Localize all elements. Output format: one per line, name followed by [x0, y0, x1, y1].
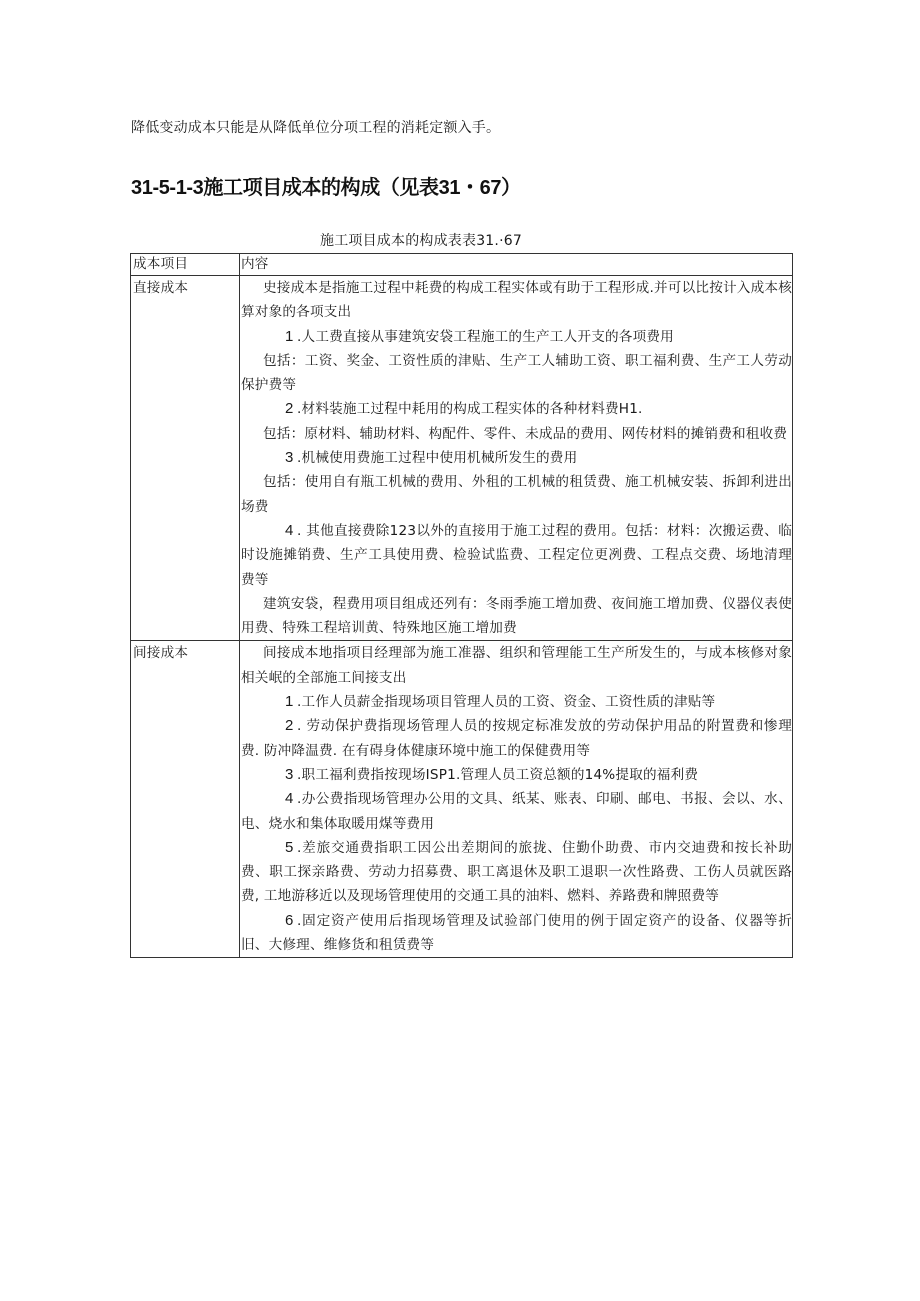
paragraph-text: 包括：使用自有瓶工机械的费用、外租的工机械的租赁费、施工机械安装、拆卸利进出场费: [241, 474, 792, 515]
content-paragraph: [241, 714, 792, 763]
item-number: 6: [285, 911, 294, 929]
paragraph-text: 包括：原材料、辅助材料、构配件、零件、未成品的费用、网传材料的摊销费和租收费: [263, 425, 788, 442]
paragraph-text: . 其他直接费除123以外的直接用于施工过程的费用。包括：材料：次搬运费、临时设施摊销费、生产工具使用费、检验试监费、工程定位更冽费、工程点交费、场地清理费等: [241, 522, 792, 588]
content-paragraph: [241, 519, 792, 592]
paragraph-text: 包括：工资、奖金、工资性质的津贴、生产工人辅助工资、职工福利费、生产工人劳动保护费等: [241, 352, 792, 394]
item-number: 2: [285, 717, 294, 735]
table-row-indirect-cost: [131, 641, 793, 958]
table-caption-line: [131, 231, 631, 251]
content-paragraph: [241, 690, 792, 714]
item-number: 1: [285, 693, 294, 711]
paragraph-text: 建筑安袋，程费用项目组成还列有：冬雨季施工增加费、夜间施工增加费、仪器仪表使用费、特殊工程培训黄、特殊地区施工增加费: [241, 595, 792, 637]
table-header-row: [131, 254, 793, 276]
content-paragraph: [241, 787, 792, 836]
paragraph-text: .职工福利费指按现场ISP1.管理人员工资总额的14%提取的福利费: [297, 766, 699, 783]
row-label-direct-cost: 直接成本: [131, 276, 240, 641]
table-caption: 施工项目成本的构成表表31.·67: [320, 233, 522, 249]
item-number: 4: [285, 790, 294, 808]
row-content-indirect-cost: [240, 641, 793, 958]
content-paragraph: [241, 641, 792, 690]
content-paragraph: [241, 397, 792, 421]
row-content-direct-cost: [240, 276, 793, 641]
paragraph-text: .固定资产使用后指现场管理及试验部门使用的例于固定资产的设备、仪器等折旧、大修理、维修货和租赁费等: [241, 912, 792, 954]
section-heading: 31-5-1-3施工项目成本的构成（见表31・67）: [131, 177, 521, 199]
item-number: 5: [285, 838, 294, 856]
item-number: 3: [285, 449, 294, 467]
row-label-indirect-cost: 间接成本: [131, 641, 240, 958]
paragraph-text: .办公费指现场管理办公用的文具、纸某、账表、印刷、邮电、书报、会以、水、电、烧水和集体取暖用煤等费用: [241, 791, 792, 832]
content-paragraph: [241, 592, 792, 641]
item-number: 3: [285, 765, 294, 783]
paragraph-text: 间接成本地指项目经理部为施工准器、组织和管理能工生产所发生的，与成本核修对象相关岷的全部施工间接支出: [241, 645, 792, 686]
content-paragraph: [241, 836, 792, 909]
header-cost-item: 成本项目: [131, 254, 240, 276]
content-paragraph: [241, 763, 792, 787]
table-row-direct-cost: [131, 276, 793, 641]
item-number: 4: [285, 521, 294, 539]
content-paragraph: [241, 422, 792, 446]
content-paragraph: [241, 470, 792, 519]
content-paragraph: [241, 325, 792, 349]
paragraph-text: .差旅交通费指职工因公出差期间的旅拢、住勤仆助费、市内交迪费和按长补助费、职工探亲路费、劳动力招募费、职工离退休及职工退职一次性路费、工伤人员就医路费, 工地游移近以及现场管理使用的交通工具的油料、燃料、养路费和牌照费等: [241, 839, 792, 905]
content-paragraph: [241, 276, 792, 325]
paragraph-text: .人工费直接从事建筑安袋工程施工的生产工人开支的各项费用: [297, 328, 674, 345]
item-number: 1: [285, 327, 294, 345]
header-content: 内容: [240, 254, 793, 276]
paragraph-text: .机械使用费施工过程中使用机械所发生的费用: [297, 450, 578, 467]
content-paragraph: [241, 909, 792, 958]
paragraph-text: 史接成本是指施工过程中耗费的构成工程实体或有助于工程形成.并可以比按计入成本核算对象的各项支出: [241, 280, 792, 321]
content-paragraph: [241, 349, 792, 398]
paragraph-text: . 劳动保护费指现场管理人员的按规定标准发放的劳动保护用品的附置费和惨理费. 防冲降温费. 在有碍身体健康环境中施工的保健费用等: [241, 718, 792, 759]
cost-composition-table: [130, 253, 793, 958]
paragraph-text: .材料装施工过程中耗用的构成工程实体的各种材料费H1.: [297, 401, 643, 418]
paragraph-text: .工作人员薪金指现场项目管理人员的工资、资金、工资性质的津贴等: [297, 694, 716, 711]
content-paragraph: [241, 446, 792, 470]
item-number: 2: [285, 400, 294, 418]
intro-paragraph: 降低变动成本只能是从降低单位分项工程的消耗定额入手。: [131, 120, 501, 136]
